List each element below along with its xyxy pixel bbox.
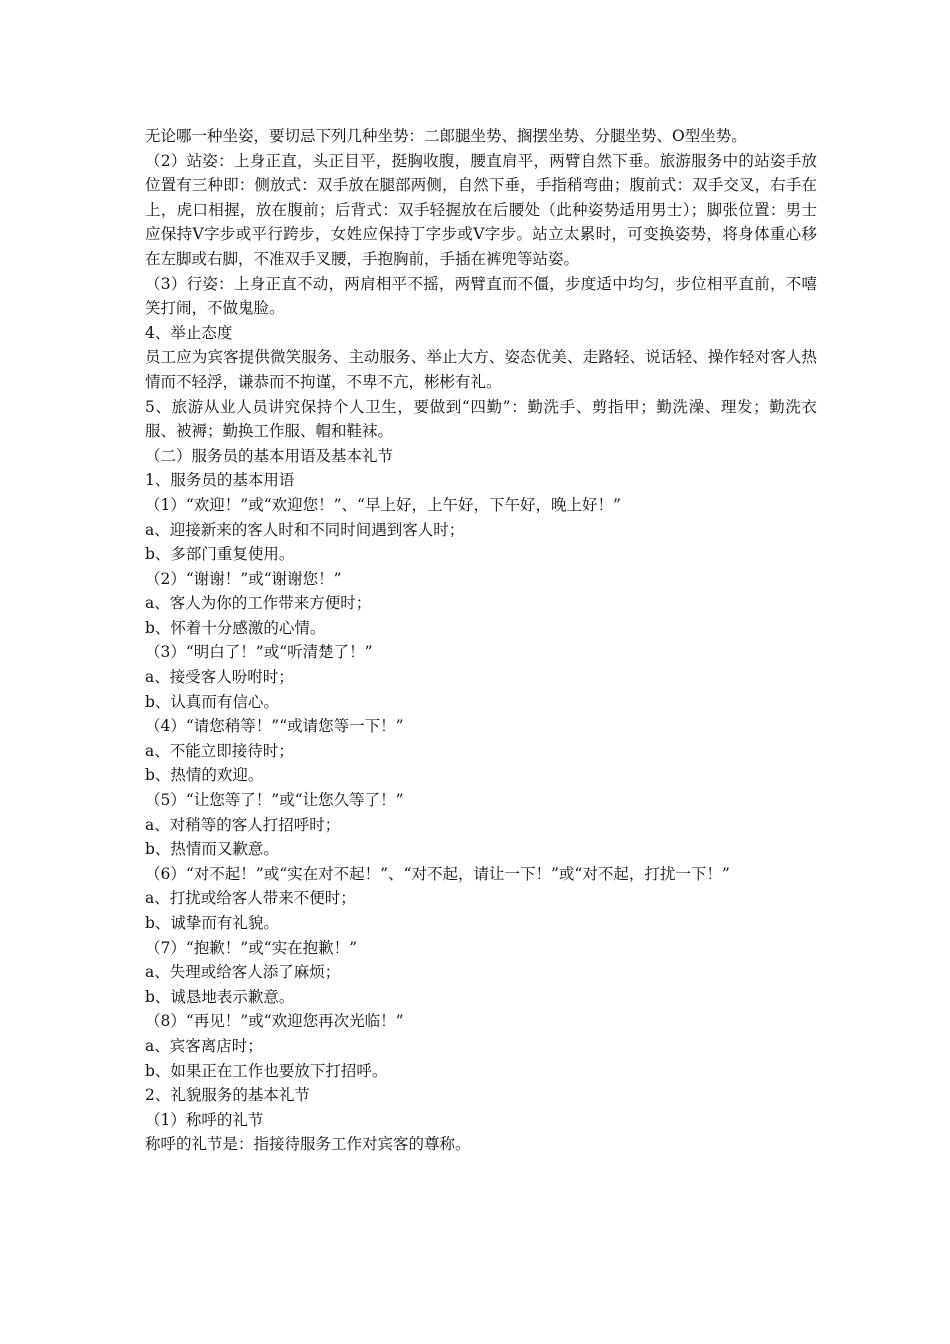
subheading-address-etiquette: （1）称呼的礼节 — [145, 1110, 264, 1129]
phrase-item-goodbye: （8）“再见！”或“欢迎您再次光临！” — [145, 1012, 404, 1031]
document-body — [145, 124, 817, 1157]
phrase-note-a: a、宾客离店时； — [145, 1036, 263, 1055]
phrase-note-a: a、失理或给客人添了麻烦； — [145, 963, 341, 982]
paragraph-address-etiquette: 称呼的礼节是：指接待服务工作对宾客的尊称。 — [145, 1135, 471, 1154]
phrase-note-b: b、多部门重复使用。 — [145, 545, 295, 564]
phrase-item-thanks: （2）“谢谢！”或“谢谢您！” — [145, 569, 342, 588]
section-heading-basic-phrases: （二）服务员的基本用语及基本礼节 — [145, 446, 394, 465]
phrase-note-a: a、接受客人吩咐时； — [145, 668, 294, 687]
phrase-note-a: a、客人为你的工作带来方便时； — [145, 594, 372, 613]
paragraph-standing-posture: （2）站姿：上身正直，头正目平，挺胸收腹，腰直肩平，两臂自然下垂。旅游服务中的站姿手放位置有三种即：侧放式：双手放在腿部两侧，自然下垂，手指稍弯曲；腹前式：双手交叉，右手在上，虎口相握，放在腹前；后背式：双手轻握放在后腰处（此种姿势适用男士）；脚张位置：男士应保持Ⅴ字步或平行跨步，女姓应保持丁字步或Ⅴ字步。站立太累时，可变换姿势，将身体重心移在左脚或右脚，不准双手叉腰，手抱胸前，手插在裤兜等站姿。 — [145, 151, 817, 268]
paragraph-walking-posture: （3）行姿：上身正直不动，两肩相平不摇，两臂直而不僵，步度适中均匀，步位相平直前，不嘻笑打闹，不做鬼脸。 — [145, 274, 817, 318]
phrase-note-b: b、怀着十分感激的心情。 — [145, 618, 326, 637]
phrase-item-understood: （3）“明白了！”或“听清楚了！” — [145, 643, 373, 662]
phrase-note-b: b、如果正在工作也要放下打招呼。 — [145, 1061, 388, 1080]
paragraph-behavior-attitude: 员工应为宾客提供微笑服务、主动服务、举止大方、姿态优美、走路轻、说话轻、操作轻对客人热情而不轻浮，谦恭而不拘谨，不卑不亢，彬彬有礼。 — [145, 348, 817, 391]
phrase-note-b: b、诚挚而有礼貌。 — [145, 914, 279, 932]
paragraph-personal-hygiene: 5、旅游从业人员讲究保持个人卫生，要做到“四勤”：勤洗手、剪指甲；勤洗澡、理发；勤洗衣服、被褥；勤换工作服、帽和鞋袜。 — [145, 397, 817, 441]
phrase-note-a: a、迎接新来的客人时和不同时间遇到客人时； — [145, 520, 465, 539]
phrase-note-a: a、打扰或给客人带来不便时； — [145, 889, 356, 908]
heading-behavior-attitude: 4、举止态度 — [145, 323, 233, 342]
phrase-item-sorry: （6）“对不起！”或“实在对不起！”、“对不起，请让一下！”或“对不起，打扰一下！” — [145, 864, 730, 883]
phrase-note-b: b、认真而有信心。 — [145, 692, 279, 711]
phrase-note-b: b、诚恳地表示歉意。 — [145, 987, 295, 1006]
phrase-note-b: b、热情的欢迎。 — [145, 766, 264, 785]
phrase-item-kept-waiting: （5）“让您等了！”或“让您久等了！” — [145, 791, 404, 810]
phrase-item-welcome: （1）“欢迎！”或“欢迎您！”、“早上好，上午好，下午好，晚上好！” — [145, 495, 621, 514]
phrase-item-apology: （7）“抱歉！”或“实在抱歉！” — [145, 938, 358, 957]
phrase-item-please-wait: （4）“请您稍等！”“或请您等一下！” — [145, 717, 404, 736]
heading-basic-phrases: 1、服务员的基本用语 — [145, 471, 295, 490]
phrase-note-b: b、热情而又歉意。 — [145, 840, 279, 859]
phrase-note-a: a、不能立即接待时； — [145, 741, 294, 760]
paragraph-sitting-posture: 无论哪一种坐姿，要切忌下列几种坐势：二郎腿坐势、搁摆坐势、分腿坐势、O型坐势。 — [145, 127, 747, 145]
phrase-note-a: a、对稍等的客人打招呼时； — [145, 815, 341, 834]
heading-courtesy-etiquette: 2、礼貌服务的基本礼节 — [145, 1086, 310, 1105]
